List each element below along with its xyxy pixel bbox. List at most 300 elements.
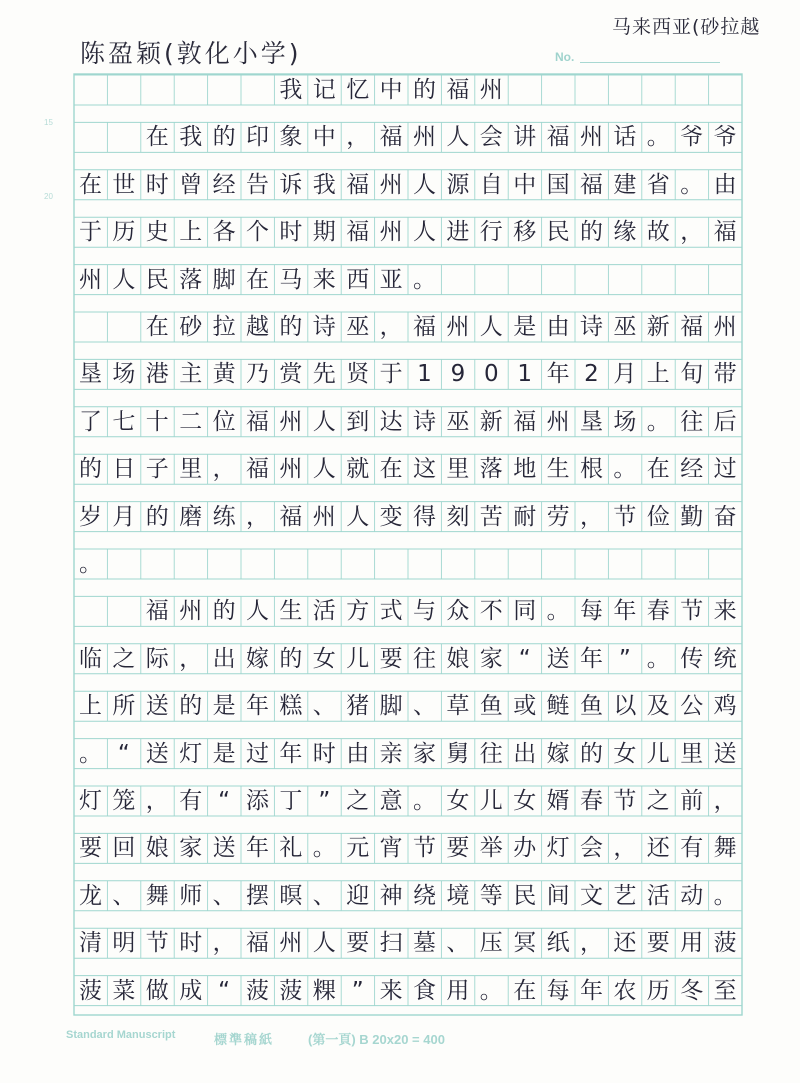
body-row-14-char: 灯 [179,740,203,767]
body-row-1-char: 会 [479,124,503,151]
body-row-8-char: 。 [613,456,637,483]
body-row-5-char: 由 [546,314,570,340]
body-row-13-char: 及 [646,693,670,720]
body-row-8-char: 福 [246,456,269,483]
body-row-13-char: 脚 [379,693,403,720]
body-row-17-char: 间 [546,882,570,909]
body-row-19-char: 至 [713,977,737,1004]
body-row-10-char: 。 [79,551,102,577]
body-row-18-char: 菠 [713,930,737,957]
body-row-3-char: 故 [646,219,670,246]
body-row-6-char: 乃 [246,361,269,388]
body-row-14-char: 往 [479,740,503,767]
body-row-2-char: 时 [145,171,169,198]
body-row-8-char: 在 [379,456,403,483]
body-row-13-char: 送 [145,693,169,720]
body-row-3-char: 个 [246,219,269,246]
body-row-6-char: 月 [613,361,637,388]
body-row-2-char: 世 [112,171,136,198]
body-row-16-char: 会 [580,835,603,862]
body-row-9-char: 的 [145,503,169,530]
body-row-3-char: ， [680,219,704,246]
body-row-11-char: 众 [446,598,470,625]
body-row-15-char: ” [318,788,331,814]
body-row-19-char: ” [351,977,364,1004]
body-row-2-char: 曾 [179,171,203,198]
body-row-3-char: 缘 [613,219,637,246]
body-row-5-char [107,312,140,342]
body-row-14-char: 家 [413,740,436,767]
body-row-7-char: 二 [179,408,203,435]
body-row-19-char: “ [218,977,231,1004]
body-row-14-char: 亲 [379,740,403,767]
body-row-6-char: 0 [483,361,499,388]
body-row-3-char: 史 [145,219,169,246]
body-row-8-char: 里 [179,456,203,483]
body-row-17-char: 师 [179,882,203,909]
body-row-12-char: 出 [212,645,236,672]
body-row-19-char: 菠 [79,977,102,1004]
title-char: 忆 [346,77,370,103]
body-row-12-char: 的 [279,645,303,672]
body-row-16-char: 办 [513,835,537,862]
body-row-12-char: 往 [413,645,436,672]
body-row-2-char: 建 [613,171,637,198]
body-row-2-char: 省 [646,171,670,198]
body-row-12-char: 之 [112,645,136,672]
body-row-4-char: 民 [145,266,169,293]
body-row-8-char: 生 [546,456,570,483]
body-row-8-char: 人 [312,456,336,483]
body-row-2-char: 我 [312,171,336,198]
body-row-18-char: 明 [112,930,136,957]
body-row-14-char: 嫁 [546,740,570,767]
body-row-18-char: 州 [279,930,303,957]
body-row-16-char: 要 [79,835,102,862]
body-row-15-char: 女 [513,788,537,814]
body-row-19-char: 菜 [112,977,136,1004]
body-row-8-char: 就 [346,456,370,483]
body-row-18-char: ， [580,930,603,957]
body-row-17-char: 、 [112,882,136,909]
body-row-1-char: 爷 [680,124,704,151]
body-row-17-char: 舞 [145,882,169,909]
body-row-1-char: 。 [646,124,670,151]
body-row-8-char: 日 [112,456,136,483]
body-row-9-char: 岁 [79,503,102,530]
body-row-12-char: 送 [546,645,570,672]
body-row-7-char: 人 [312,408,336,435]
body-row-17-char: 、 [212,882,236,909]
body-row-7-char: 场 [613,408,637,435]
body-row-14-char: 的 [580,740,603,767]
body-row-16-char: 舞 [713,835,737,862]
body-row-16-char: 宵 [379,835,403,862]
body-row-2-char: 在 [79,171,102,198]
body-row-15-char: 丁 [279,788,303,814]
body-row-13-char: 、 [312,693,336,720]
body-row-5-char: 拉 [212,314,236,340]
body-row-8-char: 落 [479,456,503,483]
body-row-4-char: 州 [79,266,102,293]
side-mark-20: 20 [44,192,53,201]
body-row-8-char: 的 [79,456,102,483]
body-row-7-char: 新 [479,408,503,435]
body-row-18-char: 福 [246,930,269,957]
body-row-7-char: 达 [379,408,403,435]
body-row-14-char: 送 [713,740,737,767]
body-row-15-char: 。 [413,788,436,814]
body-row-16-char: 还 [646,835,670,862]
body-row-11-char: 春 [646,598,670,625]
body-row-18-char: 压 [479,930,503,957]
body-row-19-char: 食 [413,977,436,1004]
body-row-5-char: ， [379,314,403,340]
body-row-8-char: 里 [446,456,470,483]
body-row-8-char: 经 [680,456,704,483]
body-row-3-char: 期 [312,219,336,246]
body-row-5-char: 福 [413,314,436,340]
body-row-17-char: 民 [513,882,537,909]
body-row-2-char: 州 [379,171,403,198]
body-row-9-char: 福 [279,503,303,530]
body-row-6-char: 上 [646,361,670,388]
body-row-12-char: 嫁 [246,645,269,672]
body-row-11-char: 的 [212,598,236,625]
body-row-16-char: 节 [413,835,436,862]
body-row-9-char: 俭 [646,503,670,530]
body-row-19-char: 用 [446,977,470,1004]
body-row-1-char [74,122,107,152]
body-row-12-char: “ [518,645,531,672]
body-row-5-char: 的 [279,314,303,340]
body-row-2-char: 告 [246,171,269,198]
body-row-9-char: 勤 [680,503,704,530]
body-row-17-char: 龙 [79,882,102,909]
body-row-19-char: 成 [179,977,203,1004]
body-row-8-char: 根 [580,456,603,483]
body-row-18-char: 时 [179,930,203,957]
body-row-2-char: 源 [446,171,470,198]
body-row-7-char: 巫 [446,408,470,435]
body-row-18-char: ， [212,930,236,957]
body-row-13-char: 鲢 [546,693,570,720]
body-row-1-char: 福 [546,124,570,151]
title-char: 州 [479,77,503,103]
body-row-9-char: 练 [212,503,236,530]
body-row-15-char: 春 [580,788,603,814]
body-row-18-char: 人 [312,930,336,957]
body-row-1-char: 福 [379,124,403,151]
body-row-9-char: 磨 [179,503,203,530]
body-row-14-char: 儿 [646,740,670,767]
body-row-7-char: 垦 [580,408,603,435]
body-row-4-char: 脚 [212,266,236,293]
body-row-7-char: 七 [112,408,136,435]
body-row-3-char: 进 [446,219,470,246]
body-row-11-char: 不 [479,598,503,625]
body-row-3-char: 民 [546,219,570,246]
body-row-11-char: 节 [680,598,704,625]
footer-title: 標準稿紙 [214,1032,275,1047]
body-row-14-char: 出 [513,740,537,767]
body-row-9-char: 奋 [713,503,737,530]
body-row-3-char: 州 [379,219,403,246]
body-row-1-char [107,122,140,152]
body-row-13-char: 以 [613,693,637,720]
body-row-19-char: 做 [145,977,169,1004]
body-row-16-char: 礼 [279,835,303,862]
body-row-12-char: 临 [79,645,102,672]
body-row-7-char: 到 [346,408,370,435]
body-row-4-char: 马 [279,266,303,293]
body-row-11-char: 每 [580,598,603,625]
body-row-7-char: 十 [145,408,169,435]
body-row-19-char: 农 [613,977,637,1004]
body-row-3-char: 移 [513,219,537,246]
body-row-8-char: 这 [413,456,436,483]
body-row-15-char: 笼 [112,788,136,814]
body-row-4-char: 来 [312,266,336,293]
body-row-18-char: 要 [646,930,670,957]
body-row-7-char: 福 [246,408,269,435]
body-row-17-char: 迎 [346,882,370,909]
body-row-13-char: 鸡 [713,693,737,720]
body-row-17-char: 绕 [413,882,436,909]
body-row-19-char: 粿 [312,977,336,1004]
body-row-11-char: 州 [179,598,203,625]
footer-format: (第一頁) B 20x20 = 400 [308,1032,445,1047]
body-row-17-char: 活 [646,882,670,909]
body-row-17-char: 、 [312,882,336,909]
body-row-16-char: 娘 [145,835,169,862]
body-row-18-char: 用 [680,930,704,957]
body-row-4-char: 人 [112,266,136,293]
body-row-9-char: ， [580,503,603,530]
body-row-15-char: ， [713,788,737,814]
body-row-2-char: 中 [513,171,537,198]
body-row-17-char: 艺 [613,882,637,909]
body-row-7-char: 了 [79,408,102,435]
body-row-5-char: 新 [646,314,670,340]
grid-frame [74,74,742,1015]
body-row-17-char: 文 [580,882,603,909]
body-row-15-char: 添 [246,788,269,814]
body-row-17-char: 。 [713,882,737,909]
body-row-1-char: 印 [246,124,269,151]
body-row-1-char: 讲 [513,124,537,151]
body-row-15-char: 前 [680,788,704,814]
body-row-3-char: 福 [346,219,370,246]
side-mark-15: 15 [44,118,53,127]
body-row-15-char: 儿 [479,788,503,814]
body-row-5-char [74,312,107,342]
body-row-17-char: 暝 [279,882,303,909]
body-row-2-char: 福 [346,171,370,198]
body-row-19-char: 每 [546,977,570,1004]
body-row-7-char: 福 [513,408,537,435]
body-row-19-char: 。 [479,977,503,1004]
body-row-18-char: 节 [145,930,169,957]
body-row-6-char: 贤 [346,361,370,388]
body-row-6-char: 港 [145,361,169,388]
body-row-2-char: 国 [546,171,570,198]
body-row-8-char: 子 [145,456,169,483]
body-row-15-char: 有 [179,788,203,814]
body-row-8-char: 州 [279,456,303,483]
body-row-9-char: 节 [613,503,637,530]
body-row-6-char: 主 [179,361,203,388]
body-row-13-char: 的 [179,693,203,720]
body-row-13-char: 糕 [279,693,303,720]
body-row-11-char [107,596,140,626]
body-row-17-char: 摆 [246,882,269,909]
body-row-6-char: 场 [112,361,136,388]
body-row-14-char: 送 [145,740,169,767]
body-row-11-char: 。 [546,598,570,625]
body-row-11-char: 方 [346,598,370,625]
title-char: 福 [446,77,470,103]
body-row-3-char: 人 [413,219,436,246]
body-row-2-char: 福 [580,171,603,198]
body-row-5-char: 砂 [179,314,203,340]
body-row-14-char: 年 [279,740,303,767]
body-row-9-char: 苦 [479,503,503,530]
body-row-12-char: 女 [312,645,336,672]
title-char: 中 [379,77,403,103]
body-row-16-char: 元 [346,835,370,862]
body-row-4-char: 亚 [379,266,403,293]
body-row-5-char: 在 [145,314,169,340]
number-label: No. [555,50,575,64]
body-row-12-char: 传 [680,645,704,672]
body-row-1-char: 州 [580,124,603,151]
body-row-11-char: 与 [413,598,436,625]
body-row-15-char: 之 [346,788,370,814]
corner-note: 马来西亚(砂拉越 [612,16,761,38]
body-row-12-char: 儿 [346,645,370,672]
body-row-13-char: 或 [513,693,537,720]
body-row-3-char: 行 [479,219,503,246]
body-row-8-char: 过 [713,456,737,483]
body-row-19-char: 菠 [246,977,269,1004]
body-row-1-char: 话 [613,124,637,151]
body-row-17-char: 神 [379,882,403,909]
body-row-13-char: 公 [680,693,704,720]
body-row-18-char: 还 [613,930,637,957]
body-row-19-char: 冬 [680,977,704,1004]
body-row-19-char: 菠 [279,977,303,1004]
body-row-15-char: ， [145,788,169,814]
body-row-12-char: 家 [479,645,503,672]
body-row-2-char: 诉 [279,171,303,198]
body-row-16-char: 家 [179,835,203,862]
body-row-9-char: 劳 [546,503,570,530]
body-row-6-char: 年 [546,361,570,388]
body-row-5-char: 州 [446,314,470,340]
body-row-2-char: 。 [680,171,704,198]
body-row-1-char: 爷 [713,124,737,151]
body-row-7-char: 州 [546,408,570,435]
body-row-14-char: 女 [613,740,637,767]
body-row-11-char [74,596,107,626]
body-row-19-char: 历 [646,977,670,1004]
body-row-8-char: 地 [513,456,537,483]
body-row-2-char: 人 [413,171,436,198]
body-row-16-char: 灯 [546,835,570,862]
body-row-13-char: 上 [79,693,102,720]
footer-brand: Standard Manuscript [66,1029,176,1041]
author-name: 陈盈颖(敦化小学) [80,39,302,68]
body-row-6-char: 旬 [680,361,704,388]
body-row-12-char: ， [179,645,203,672]
body-row-13-char: 草 [446,693,470,720]
body-row-6-char: 黄 [212,361,236,388]
body-row-8-char: ， [212,456,236,483]
body-row-3-char: 的 [580,219,603,246]
body-row-3-char: 上 [179,219,203,246]
body-row-13-char: 猪 [346,693,370,720]
body-row-14-char: 里 [680,740,704,767]
body-row-6-char: 2 [584,361,599,388]
body-row-1-char: 州 [413,124,436,151]
body-row-7-char: 位 [212,408,236,435]
body-row-18-char: 要 [346,930,370,957]
title-char: 我 [279,77,303,103]
body-row-14-char: “ [117,740,130,767]
body-row-6-char: 于 [379,361,403,388]
body-row-19-char: 年 [580,977,603,1004]
body-row-5-char: 是 [513,314,537,340]
body-row-2-char: 由 [713,171,737,198]
body-row-16-char: 要 [446,835,470,862]
body-row-18-char: 冥 [513,930,537,957]
body-row-12-char: 年 [580,645,603,672]
body-row-6-char: 赏 [279,361,303,388]
body-row-9-char: 得 [413,503,436,530]
body-row-16-char: 年 [246,835,269,862]
body-row-9-char: 耐 [513,503,537,530]
body-row-5-char: 越 [246,314,269,340]
body-row-6-char: 9 [450,361,466,388]
body-row-12-char: 娘 [446,645,470,672]
body-row-7-char: 后 [713,408,737,435]
body-row-13-char: 所 [112,693,136,720]
body-row-15-char: 之 [646,788,670,814]
body-row-16-char: ， [613,835,637,862]
body-row-17-char: 等 [479,882,503,909]
body-row-6-char: 先 [312,361,336,388]
body-row-11-char: 活 [312,598,336,625]
body-row-14-char: 时 [312,740,336,767]
body-row-3-char: 历 [112,219,136,246]
body-row-9-char: 人 [346,503,370,530]
body-row-1-char: ， [346,124,370,151]
body-row-5-char: 巫 [613,314,637,340]
body-row-17-char: 境 [446,882,470,909]
body-row-16-char: 回 [112,835,136,862]
title-char: 记 [312,77,336,103]
body-row-15-char: “ [218,788,231,814]
body-row-1-char: 中 [312,124,336,151]
body-row-8-char: 在 [646,456,670,483]
body-row-11-char: 人 [246,598,269,625]
body-row-16-char: 送 [212,835,236,862]
body-row-5-char: 诗 [580,314,603,340]
body-row-16-char: 有 [680,835,704,862]
body-row-18-char: 清 [79,930,102,957]
body-row-6-char: 1 [517,361,532,388]
